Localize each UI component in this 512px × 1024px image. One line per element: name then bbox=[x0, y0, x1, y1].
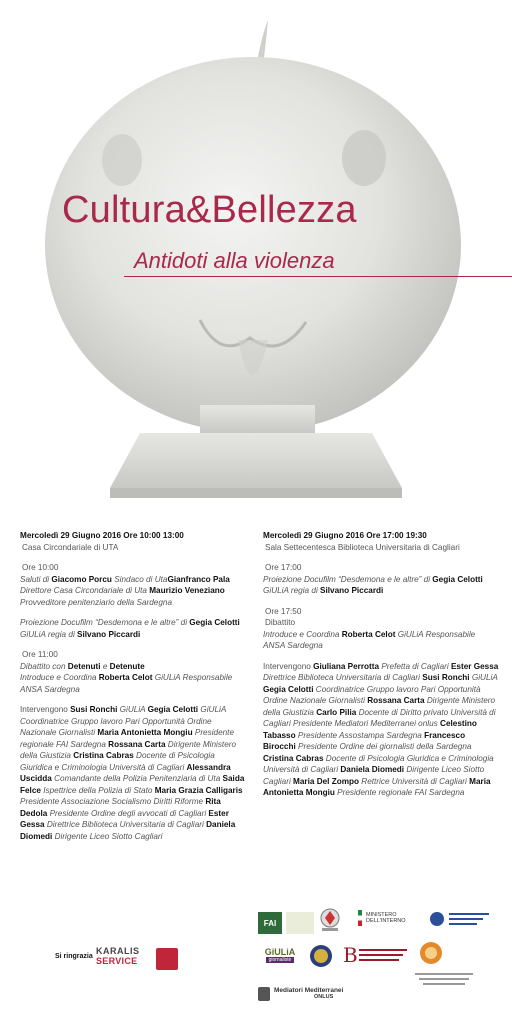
fai-logo: FAI bbox=[258, 912, 282, 934]
ministero-label: MINISTERO DELL'INTERNO bbox=[366, 912, 406, 924]
mibact-logo-icon bbox=[428, 908, 494, 930]
morning-date: Mercoledì 29 Giugno 2016 Ore 10:00 13:00 bbox=[20, 531, 184, 540]
mediatori-onlus: ONLUS bbox=[314, 994, 334, 1000]
mediatori-mediterranei-logo bbox=[258, 984, 368, 1004]
giulia-logo bbox=[257, 944, 303, 966]
morning-coordinator: Introduce e Coordina Roberta Celot GiULiA Responsabile ANSA Sardegna bbox=[20, 673, 233, 694]
afternoon-speakers: Intervengono Giuliana Perrotta Prefetta di Cagliari Ester Gessa Direttrice Biblioteca Universitaria di Cagliari Susi Ronchi GiULiA Gegia Celotti Coordinatrice Gruppo lavoro Pari Opportunità Ordine Nazionale Giornalisti Rossana Carta Dirigente Ministero della Giustizia Carlo Pilia Docente di Diritto privato Università di Cagliari Presidente Mediatori Mediterranei onlus Celestino Tabasso Presidente Assostampa Sardegna Francesco Birocchi Presidente Ordine dei giornalisti della Sardegna Cristina Cabras Docente di Psicologia Giuridica e Criminologia Università di Cagliari Daniela Diomedi Dirigente Liceo Siotto Cagliari Maria Del Zompo Rettrice Università di Cagliari Maria Antonietta Mongiu Presidente regionale FAI Sardegna bbox=[263, 661, 499, 797]
morning-greetings: Saluti di Giacomo Porcu Sindaco di UtaGianfranco Pala Direttore Casa Circondariale di Uta Maurizio Veneziano Provveditore penitenziario della Sardegna bbox=[20, 574, 230, 607]
thanks-label: Si ringrazia bbox=[55, 953, 93, 960]
title-divider bbox=[124, 276, 512, 277]
afternoon-debate: Dibattito bbox=[265, 618, 296, 627]
afternoon-venue: Sala Settecentesca Biblioteca Universitaria di Cagliari bbox=[265, 542, 460, 552]
afternoon-coordinator: Introduce e Coordina Roberta Celot GiULiA Responsabile ANSA Sardegna bbox=[263, 629, 476, 650]
poster-title: Cultura&Bellezza bbox=[62, 189, 357, 231]
biblioteca-universitaria-logo-icon bbox=[342, 944, 410, 966]
morning-speakers: Intervengono Susi Ronchi GiULiA Gegia Celotti GiULiA Coordinatrice Gruppo lavoro Pari Opportunità Ordine Nazionale Giornalisti Maria Antonietta Mongiu Presidente regionale FAI Sardegna Rossana Carta Dirigente Ministero della Giustizia Cristina Cabras Docente di Psicologia Giuridica e Criminologia Università di Cagliari Alessandra Uscidda Comandante della Polizia Penitenziaria di Uta Saida Felce Ispettrice della Polizia di Stato Maria Grazia Calligaris Presidente Associazione Socialismo Diritti Riforme Rita Dedola Presidente Ordine degli avvocati di Cagliari Ester Gessa Direttrice Biblioteca Universitaria di Cagliari Daniela Diomedi Dirigente Liceo Siotto Cagliari bbox=[20, 705, 245, 841]
morning-debate: Dibattito con Detenuti e Detenute bbox=[20, 661, 145, 671]
mediatori-emblem-icon bbox=[258, 987, 270, 1001]
hero-image bbox=[0, 0, 512, 505]
karalis-service-logo bbox=[96, 946, 154, 972]
poster-subtitle: Antidoti alla violenza bbox=[134, 248, 335, 273]
morning-time-1: Ore 10:00 bbox=[22, 563, 59, 572]
police-crest-icon bbox=[308, 942, 334, 970]
morning-screening: Proiezione Docufilm “Desdemona e le altre” di Gegia Celotti GiULiA regia di Silvano Piccardi bbox=[20, 618, 240, 639]
giulia-sub: giornaliste bbox=[266, 957, 295, 963]
morning-venue: Casa Circondariale di UTA bbox=[22, 542, 119, 552]
karalis-name: KARALIS bbox=[96, 946, 140, 956]
afternoon-time-2: Ore 17:50 bbox=[265, 606, 302, 616]
karalis-mark-icon bbox=[156, 948, 178, 970]
afternoon-time-1: Ore 17:00 bbox=[265, 563, 302, 572]
fai-partner-logo-icon bbox=[286, 912, 314, 934]
giulia-name: GiULiA bbox=[264, 947, 296, 957]
svg-text:B: B bbox=[343, 944, 358, 966]
afternoon-screening: Proiezione Docufilm “Desdemona e le altre” di Gegia Celotti GiULiA regia di Silvano Piccardi bbox=[263, 574, 483, 595]
morning-program bbox=[20, 530, 248, 842]
ministero-giustizia-logo-icon bbox=[414, 970, 474, 988]
mediatori-name: Mediatori Mediterranei bbox=[274, 987, 344, 994]
afternoon-date: Mercoledì 29 Giugno 2016 Ore 17:00 19:30 bbox=[263, 531, 427, 540]
ministero-interno-logo bbox=[358, 908, 424, 928]
presidency-emblem-icon bbox=[318, 906, 342, 934]
italian-flag-icon bbox=[358, 910, 362, 926]
afternoon-program bbox=[263, 530, 499, 799]
regional-seal-icon bbox=[418, 940, 444, 966]
karalis-service: SERVICE bbox=[96, 956, 138, 966]
morning-time-2: Ore 11:00 bbox=[22, 650, 58, 659]
